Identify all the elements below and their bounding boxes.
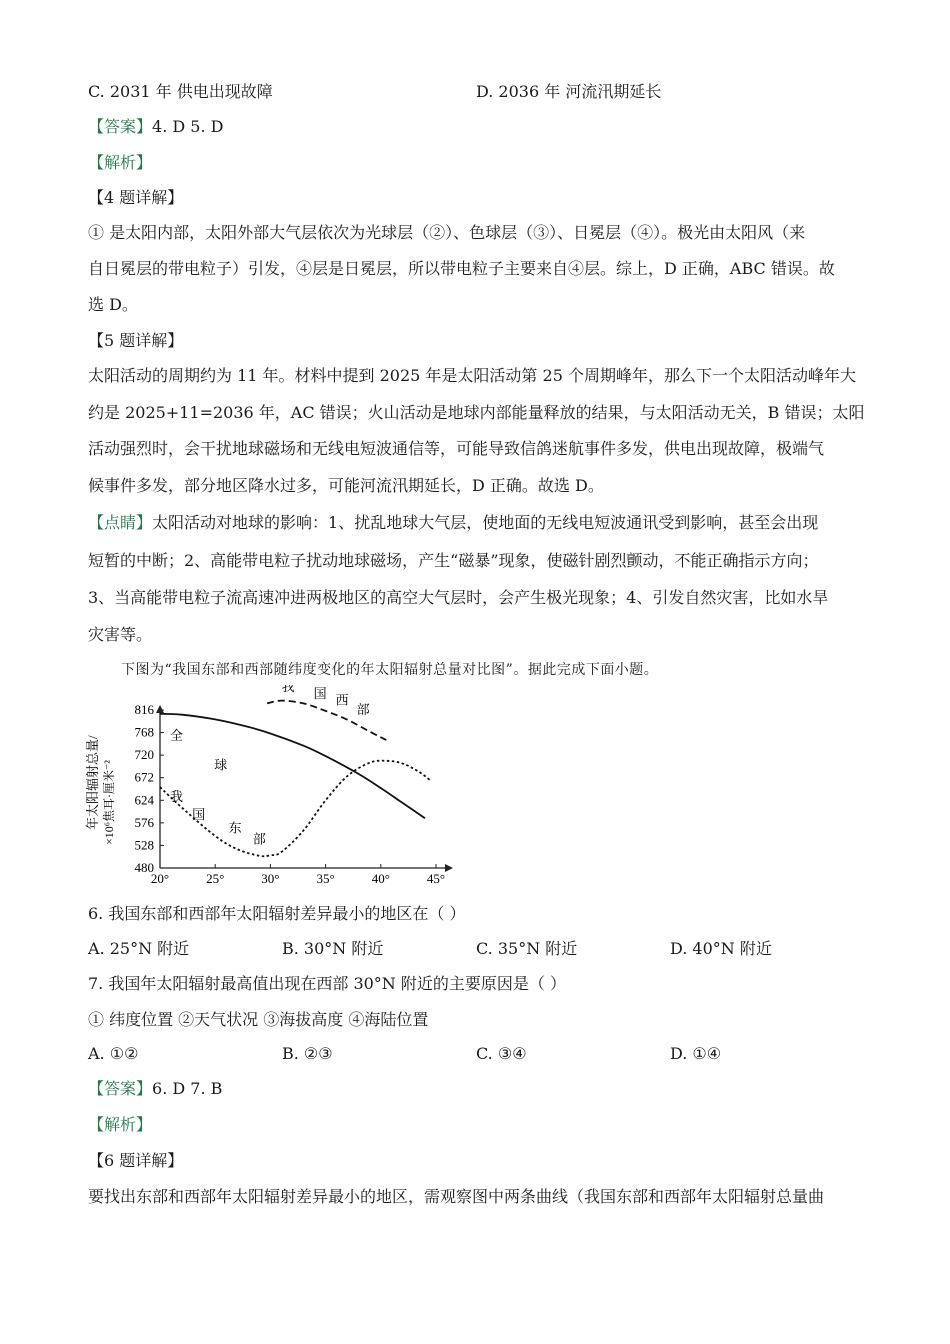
y-tick-label: 768	[134, 724, 154, 740]
y-axis-label: 年太阳辐射总量/	[85, 735, 100, 830]
dianjing-row	[88, 512, 818, 534]
x-axis-arrow	[445, 864, 453, 872]
x-tick-label: 20°	[150, 871, 170, 886]
dianjing-text: 太阳活动对地球的影响：1、扰乱地球大气层，使地面的无线电短波通讯受到影响，甚至会出现	[152, 513, 819, 532]
answer-tag: 【答案】	[88, 1079, 153, 1098]
series-label-east-china: 我	[170, 789, 184, 805]
x-tick-label: 40°	[371, 871, 390, 886]
q7-option-c: C. ③④	[476, 1044, 527, 1063]
q5-option-d: D. 2036 年 河流汛期延长	[476, 82, 662, 101]
series-label-west-china: 国	[313, 685, 327, 701]
q5-detail-line: 约是 2025+11=2036 年，AC 错误；火山活动是地球内部能量释放的结果，与太阳活动无关，B 错误；太阳	[88, 403, 865, 422]
analysis-tag: 【解析】	[88, 1115, 153, 1134]
series-label-east-china: 国	[192, 807, 206, 823]
q6-option-a: A. 25°N 附近	[88, 939, 190, 958]
answer-row-2	[88, 1078, 222, 1100]
series-label-west-china: 西	[335, 692, 349, 708]
q4-detail-line: 自日冕层的带电粒子）引发，④层是日冕层，所以带电粒子主要来自④层。综上，D 正确，ABC 错误。故	[88, 259, 835, 278]
series-label-global: 全	[170, 728, 184, 744]
analysis-tag: 【解析】	[88, 153, 153, 172]
answer-text: 6. D 7. B	[152, 1079, 223, 1098]
q7-option-b: B. ②③	[282, 1044, 333, 1063]
series-label-east-china: 东	[228, 820, 242, 836]
q7-option-a: A. ①②	[88, 1044, 139, 1063]
q6-detail-line: 要找出东部和西部年太阳辐射差异最小的地区，需观察图中两条曲线（我国东部和西部年太阳辐射总量曲	[88, 1187, 825, 1206]
q5-detail-line: 太阳活动的周期约为 11 年。材料中提到 2025 年是太阳活动第 25 个周期峰年，那么下一个太阳活动峰年大	[88, 366, 856, 385]
y-tick-label: 480	[134, 860, 154, 875]
dianjing-line: 短暂的中断；2、高能带电粒子扰动地球磁场，产生“磁暴”现象，使磁针剧烈颤动，不能正确指示方向；	[88, 551, 819, 570]
q6-option-c: C. 35°N 附近	[476, 939, 578, 958]
answer-tag: 【答案】	[88, 117, 153, 136]
series-line-global	[160, 714, 425, 818]
radiation-chart	[80, 685, 460, 895]
y-tick-label: 816	[134, 702, 154, 717]
x-tick-label: 45°	[426, 871, 446, 886]
q6-option-d: D. 40°N 附近	[670, 939, 772, 958]
dianjing-tag: 【点睛】	[88, 513, 153, 532]
dianjing-line: 灾害等。	[88, 625, 153, 644]
q5-detail-line: 活动强烈时，会干扰地球磁场和无线电短波通信等，可能导致信鸽迷航事件多发，供电出现故障，极端气	[88, 439, 825, 458]
q7-items: ① 纬度位置 ②天气状况 ③海拔高度 ④海陆位置	[88, 1010, 429, 1029]
figure-intro: 下图为“我国东部和西部随纬度变化的年太阳辐射总量对比图”。据此完成下面小题。	[121, 662, 659, 678]
q5-option-c: C. 2031 年 供电出现故障	[88, 82, 273, 101]
q6-stem: 6. 我国东部和西部年太阳辐射差异最小的地区在（ ）	[88, 904, 466, 923]
y-tick-label: 624	[134, 792, 154, 808]
answer-text: 4. D 5. D	[152, 117, 224, 136]
radiation-chart-svg	[80, 685, 460, 895]
x-tick-label: 25°	[206, 871, 225, 886]
series-label-west-china: 我	[281, 685, 295, 695]
q5-detail-line: 候事件多发，部分地区降水过多，可能河流汛期延长，D 正确。故选 D。	[88, 476, 604, 495]
series-label-east-china: 部	[252, 831, 266, 847]
answer-row-1	[88, 116, 223, 138]
y-tick-label: 672	[134, 769, 154, 785]
q4-detail-line: ① 是太阳内部，太阳外部大气层依次为光球层（②）、色球层（③）、日冕层（④）。极光由太阳风（来	[88, 223, 806, 242]
q4-detail-header: 【4 题详解】	[88, 188, 184, 207]
y-tick-label: 720	[134, 747, 154, 763]
q6-detail-header: 【6 题详解】	[88, 1151, 184, 1170]
q4-detail-line: 选 D。	[88, 295, 138, 314]
x-tick-label: 30°	[261, 871, 280, 886]
series-label-west-china: 部	[356, 701, 370, 717]
y-axis-arrow	[156, 705, 164, 713]
series-label-global: 球	[214, 757, 228, 773]
y-tick-label: 576	[134, 814, 154, 830]
x-tick-label: 35°	[316, 871, 335, 886]
q7-stem: 7. 我国年太阳辐射最高值出现在西部 30°N 附近的主要原因是（ ）	[88, 974, 566, 993]
q5-detail-header: 【5 题详解】	[88, 331, 184, 350]
y-tick-label: 528	[134, 837, 154, 853]
q7-option-d: D. ①④	[670, 1044, 722, 1063]
y-axis-unit: ×10⁶焦耳·厘米⁻²	[102, 760, 116, 845]
dianjing-line: 3、当高能带电粒子流高速冲进两极地区的高空大气层时，会产生极光现象；4、引发自然灾害，比如水旱	[88, 588, 829, 607]
q6-option-b: B. 30°N 附近	[282, 939, 384, 958]
